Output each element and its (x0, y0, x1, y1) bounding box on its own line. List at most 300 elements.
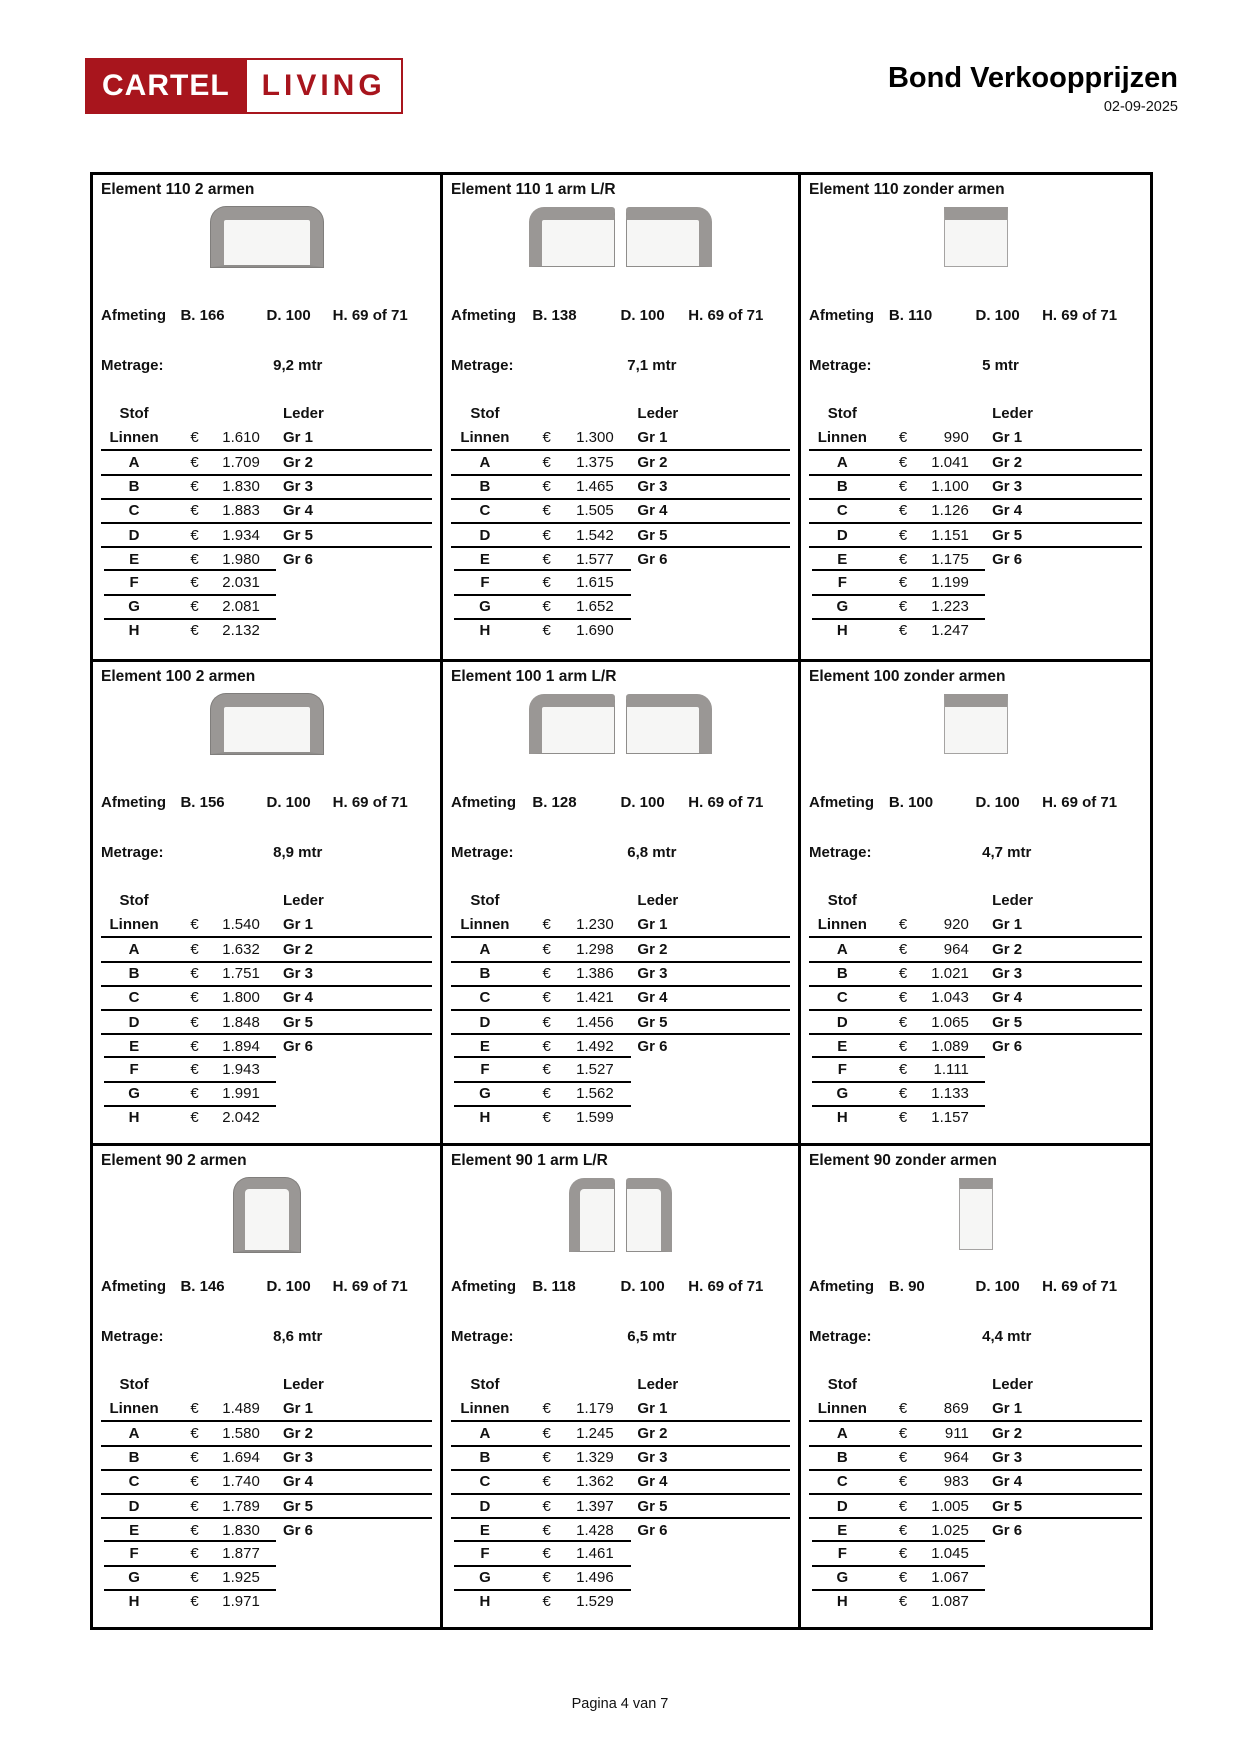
sofa-one-arm-right-icon (626, 694, 712, 754)
euro-sign: € (898, 1424, 908, 1442)
diepte-value: D. 100 (975, 794, 1020, 811)
price-row (451, 1106, 790, 1130)
breedte-value: B. 146 (180, 1278, 225, 1295)
metrage-label: Metrage: (101, 844, 164, 861)
price-row (451, 1517, 790, 1541)
euro-sign: € (542, 502, 551, 520)
euro-sign: € (542, 478, 551, 496)
hoogte-value: H. 69 of 71 (688, 794, 764, 811)
price-row (809, 1469, 1142, 1493)
stof-label: A (836, 940, 848, 958)
hoogte-value: H. 69 of 71 (332, 794, 408, 811)
stof-label: D (836, 1013, 848, 1031)
euro-sign: € (542, 1037, 551, 1055)
euro-sign: € (542, 940, 551, 958)
price-row (451, 1082, 790, 1106)
sofa-one-arm-left-icon (569, 1178, 615, 1252)
afmeting-label: Afmeting (451, 307, 516, 324)
leder-group-label: Gr 1 (282, 915, 313, 933)
leder-header: Leder (282, 891, 324, 909)
leder-group-label: Gr 6 (637, 1037, 668, 1055)
page-title: Bond Verkoopprijzen (887, 62, 1178, 94)
price-table-header (451, 401, 790, 425)
price-row (809, 1493, 1142, 1517)
stof-label: H (479, 622, 491, 640)
leder-group-label: Gr 2 (637, 1424, 668, 1442)
stof-label: D (128, 1497, 140, 1515)
leder-group-label: Gr 1 (282, 428, 313, 446)
price-row (101, 961, 432, 985)
euro-sign: € (898, 965, 908, 983)
hoogte-value: H. 69 of 71 (1042, 794, 1118, 811)
euro-sign: € (898, 550, 908, 568)
document-date: 02-09-2025 (1103, 99, 1178, 115)
price-value: 1.041 (931, 453, 969, 471)
leder-group-label: Gr 5 (992, 1497, 1023, 1515)
stof-label: B (479, 478, 491, 496)
breedte-value: B. 138 (532, 307, 577, 324)
price-table-header (809, 401, 1142, 425)
price-value: 1.230 (576, 915, 614, 933)
breedte-value: B. 90 (888, 1278, 925, 1295)
leder-group-label: Gr 1 (637, 915, 668, 933)
euro-sign: € (542, 573, 551, 591)
leder-group-label: Gr 5 (637, 1013, 668, 1031)
euro-sign: € (190, 502, 199, 520)
euro-sign: € (898, 940, 908, 958)
euro-sign: € (898, 1037, 908, 1055)
price-row (809, 912, 1142, 936)
euro-sign: € (542, 453, 551, 471)
price-row (101, 1469, 432, 1493)
diepte-value: D. 100 (620, 307, 665, 324)
metrage-value: 6,8 mtr (627, 844, 677, 861)
price-table-header (101, 1372, 432, 1396)
stof-label: E (479, 1521, 490, 1539)
leder-group-label: Gr 4 (992, 989, 1023, 1007)
price-row (101, 1057, 432, 1081)
element-title: Element 100 1 arm L/R (451, 668, 617, 685)
stof-header: Stof (470, 1375, 500, 1393)
sofa-diagram (451, 207, 790, 281)
euro-sign: € (190, 1037, 199, 1055)
stof-label: C (128, 1473, 140, 1491)
price-row (451, 1057, 790, 1081)
price-value: 1.465 (576, 478, 614, 496)
euro-sign: € (898, 1569, 908, 1587)
leder-group-label: Gr 5 (282, 1497, 313, 1515)
leder-group-label: Gr 4 (637, 1473, 668, 1491)
price-table (451, 888, 790, 1130)
price-value: 1.740 (222, 1473, 260, 1491)
leder-group-label: Gr 2 (282, 453, 313, 471)
stof-label: A (836, 453, 848, 471)
price-row (451, 912, 790, 936)
price-row (451, 595, 790, 619)
metrage-row (451, 1328, 790, 1345)
euro-sign: € (190, 598, 199, 616)
stof-label: D (479, 1013, 491, 1031)
element-cell (798, 175, 1150, 659)
element-cell (93, 659, 440, 1143)
price-row (809, 619, 1142, 643)
leder-group-label: Gr 6 (282, 1037, 313, 1055)
euro-sign: € (898, 573, 908, 591)
price-value: 1.934 (222, 526, 260, 544)
euro-sign: € (190, 453, 199, 471)
leder-group-label: Gr 2 (282, 940, 313, 958)
price-row (451, 1396, 790, 1420)
stof-label: D (479, 526, 491, 544)
stof-label: Linnen (109, 915, 159, 933)
price-row (451, 522, 790, 546)
euro-sign: € (542, 989, 551, 1007)
price-value: 1.615 (576, 573, 614, 591)
metrage-value: 5 mtr (982, 357, 1019, 374)
stof-label: B (479, 965, 491, 983)
price-row (101, 1541, 432, 1565)
leder-group-label: Gr 1 (992, 428, 1023, 446)
price-table (809, 888, 1142, 1130)
cartel-living-logo (85, 58, 403, 114)
element-title: Element 90 1 arm L/R (451, 1152, 608, 1169)
price-table (451, 1372, 790, 1614)
price-value: 1.496 (576, 1569, 614, 1587)
price-row (451, 474, 790, 498)
breedte-value: B. 110 (888, 307, 933, 324)
euro-sign: € (190, 1544, 199, 1562)
metrage-row (809, 357, 1142, 374)
leder-group-label: Gr 2 (992, 453, 1023, 471)
price-row (451, 425, 790, 449)
price-table (101, 1372, 432, 1614)
price-row (101, 498, 432, 522)
price-row (101, 619, 432, 643)
leder-group-label: Gr 2 (282, 1424, 313, 1442)
metrage-value: 9,2 mtr (273, 357, 323, 374)
price-value: 983 (943, 1473, 969, 1491)
price-table-header (809, 1372, 1142, 1396)
hoogte-value: H. 69 of 71 (1042, 1278, 1118, 1295)
stof-label: G (128, 1569, 140, 1587)
euro-sign: € (190, 573, 199, 591)
price-row (809, 1566, 1142, 1590)
euro-sign: € (542, 1013, 551, 1031)
metrage-row (101, 357, 432, 374)
breedte-value: B. 166 (180, 307, 225, 324)
price-value: 1.505 (576, 502, 614, 520)
price-row (101, 1517, 432, 1541)
stof-label: F (480, 1544, 490, 1562)
stof-label: A (479, 453, 491, 471)
leder-header: Leder (637, 1375, 679, 1393)
breedte-value: B. 128 (532, 794, 577, 811)
price-row (809, 570, 1142, 594)
price-table-header (451, 1372, 790, 1396)
price-row (101, 912, 432, 936)
euro-sign: € (542, 1060, 551, 1078)
stof-label: E (837, 1037, 848, 1055)
stof-label: C (836, 1473, 848, 1491)
euro-sign: € (190, 1109, 199, 1127)
stof-label: G (479, 598, 491, 616)
price-row (809, 1517, 1142, 1541)
leder-group-label: Gr 1 (992, 915, 1023, 933)
euro-sign: € (190, 1060, 199, 1078)
price-value: 1.894 (222, 1037, 260, 1055)
stof-label: B (836, 965, 848, 983)
leder-group-label: Gr 3 (992, 478, 1023, 496)
stof-label: F (837, 1060, 847, 1078)
euro-sign: € (190, 1521, 199, 1539)
element-title: Element 110 zonder armen (809, 181, 1005, 198)
euro-sign: € (190, 989, 199, 1007)
stof-label: D (479, 1497, 491, 1515)
afmeting-row (101, 794, 432, 811)
price-row (451, 1033, 790, 1057)
stof-label: B (836, 478, 848, 496)
price-row (101, 1082, 432, 1106)
leder-group-label: Gr 6 (992, 550, 1023, 568)
price-row (101, 595, 432, 619)
euro-sign: € (190, 1497, 199, 1515)
euro-sign: € (898, 526, 908, 544)
price-value: 1.067 (931, 1569, 969, 1587)
afmeting-label: Afmeting (809, 307, 874, 324)
leder-group-label: Gr 3 (282, 1449, 313, 1467)
diepte-value: D. 100 (266, 1278, 311, 1295)
euro-sign: € (898, 1449, 908, 1467)
breedte-value: B. 118 (532, 1278, 576, 1295)
stof-label: E (129, 1521, 140, 1539)
leder-header: Leder (992, 1375, 1033, 1393)
stof-label: H (836, 622, 848, 640)
leder-group-label: Gr 6 (637, 550, 668, 568)
price-value: 1.179 (576, 1399, 614, 1417)
price-value: 1.126 (931, 502, 969, 520)
stof-label: F (480, 573, 490, 591)
euro-sign: € (898, 989, 908, 1007)
euro-sign: € (190, 1569, 199, 1587)
leder-group-label: Gr 1 (637, 1399, 668, 1417)
euro-sign: € (898, 1497, 908, 1515)
euro-sign: € (542, 428, 551, 446)
price-row (101, 936, 432, 960)
stof-label: G (128, 598, 140, 616)
price-value: 964 (943, 1449, 969, 1467)
euro-sign: € (542, 1424, 551, 1442)
price-row (101, 1033, 432, 1057)
price-value: 1.157 (931, 1109, 969, 1127)
euro-sign: € (190, 1424, 199, 1442)
afmeting-row (451, 1278, 790, 1295)
stof-label: F (837, 1544, 847, 1562)
leder-group-label: Gr 5 (992, 1013, 1023, 1031)
price-value: 1.848 (222, 1013, 260, 1031)
price-value: 1.800 (222, 989, 260, 1007)
price-value: 1.111 (933, 1060, 969, 1078)
price-table-header (809, 888, 1142, 912)
euro-sign: € (542, 1544, 551, 1562)
element-cell (93, 1143, 440, 1627)
afmeting-label: Afmeting (809, 794, 874, 811)
stof-label: Linnen (817, 1399, 867, 1417)
price-value: 1.456 (576, 1013, 614, 1031)
afmeting-row (809, 794, 1142, 811)
price-row (451, 936, 790, 960)
stof-header: Stof (119, 404, 149, 422)
price-value: 2.031 (222, 573, 260, 591)
price-row (101, 1493, 432, 1517)
euro-sign: € (542, 1473, 551, 1491)
diepte-value: D. 100 (620, 794, 665, 811)
price-row (809, 1082, 1142, 1106)
logo-living-text: LIVING (247, 58, 403, 114)
price-value: 911 (944, 1424, 969, 1442)
euro-sign: € (542, 1449, 551, 1467)
afmeting-row (101, 1278, 432, 1295)
leder-group-label: Gr 6 (282, 550, 313, 568)
euro-sign: € (898, 1521, 908, 1539)
price-row (101, 546, 432, 570)
euro-sign: € (542, 622, 551, 640)
price-row (809, 595, 1142, 619)
price-row (451, 1445, 790, 1469)
element-cell (440, 175, 798, 659)
stof-label: A (128, 1424, 140, 1442)
price-value: 1.151 (931, 526, 969, 544)
euro-sign: € (898, 915, 908, 933)
stof-label: E (837, 1521, 848, 1539)
leder-group-label: Gr 3 (282, 965, 313, 983)
sofa-one-arm-right-icon (626, 207, 712, 267)
logo-cartel-text: CARTEL (85, 58, 247, 114)
price-value: 1.089 (931, 1037, 969, 1055)
stof-label: H (128, 1109, 140, 1127)
price-value: 1.021 (931, 965, 969, 983)
hoogte-value: H. 69 of 71 (332, 1278, 408, 1295)
element-title: Element 100 zonder armen (809, 668, 1006, 685)
diepte-value: D. 100 (620, 1278, 665, 1295)
stof-label: A (479, 940, 491, 958)
price-row (451, 546, 790, 570)
price-value: 2.042 (222, 1109, 260, 1127)
price-value: 1.877 (222, 1544, 260, 1562)
price-row (101, 449, 432, 473)
stof-label: E (129, 550, 140, 568)
leder-group-label: Gr 6 (282, 1521, 313, 1539)
leder-group-label: Gr 4 (282, 1473, 313, 1491)
leder-group-label: Gr 5 (637, 1497, 668, 1515)
price-value: 1.610 (222, 428, 260, 446)
price-value: 1.542 (576, 526, 614, 544)
price-value: 1.100 (931, 478, 969, 496)
stof-label: Linnen (109, 428, 159, 446)
price-value: 1.709 (222, 453, 260, 471)
stof-label: B (128, 965, 140, 983)
stof-label: G (836, 1569, 849, 1587)
price-table (809, 401, 1142, 643)
price-value: 1.199 (931, 573, 969, 591)
price-row (809, 936, 1142, 960)
stof-header: Stof (827, 891, 857, 909)
leder-group-label: Gr 4 (992, 502, 1023, 520)
euro-sign: € (542, 1521, 551, 1539)
afmeting-row (809, 1278, 1142, 1295)
stof-label: F (837, 573, 847, 591)
breedte-value: B. 156 (180, 794, 225, 811)
price-value: 1.223 (931, 598, 969, 616)
price-value: 1.971 (222, 1593, 260, 1611)
price-value: 1.632 (222, 940, 260, 958)
price-row (809, 985, 1142, 1009)
stof-label: B (479, 1449, 491, 1467)
stof-label: E (837, 550, 848, 568)
leder-group-label: Gr 6 (992, 1037, 1023, 1055)
price-value: 1.421 (576, 989, 614, 1007)
metrage-value: 4,4 mtr (982, 1328, 1032, 1345)
leder-group-label: Gr 1 (637, 428, 668, 446)
stof-label: D (836, 1497, 848, 1515)
stof-label: C (479, 989, 491, 1007)
metrage-label: Metrage: (451, 844, 514, 861)
metrage-value: 8,6 mtr (273, 1328, 323, 1345)
stof-header: Stof (119, 891, 149, 909)
stof-label: G (479, 1085, 491, 1103)
price-value: 2.132 (222, 622, 260, 640)
euro-sign: € (898, 622, 908, 640)
euro-sign: € (898, 428, 908, 446)
price-value: 1.065 (931, 1013, 969, 1031)
leder-header: Leder (282, 1375, 324, 1393)
price-value: 1.247 (931, 622, 969, 640)
leder-group-label: Gr 4 (637, 502, 668, 520)
price-value: 1.489 (222, 1399, 260, 1417)
leder-group-label: Gr 5 (282, 526, 313, 544)
price-value: 869 (943, 1399, 969, 1417)
stof-label: C (128, 989, 140, 1007)
metrage-row (101, 1328, 432, 1345)
sofa-diagram (809, 694, 1142, 768)
stof-label: C (836, 502, 848, 520)
diepte-value: D. 100 (975, 1278, 1020, 1295)
euro-sign: € (898, 1109, 908, 1127)
leder-header: Leder (637, 404, 679, 422)
price-table-header (101, 401, 432, 425)
euro-sign: € (898, 1060, 908, 1078)
euro-sign: € (542, 526, 551, 544)
sofa-diagram (451, 694, 790, 768)
price-row (101, 570, 432, 594)
euro-sign: € (542, 598, 551, 616)
euro-sign: € (542, 1399, 551, 1417)
stof-label: D (128, 526, 140, 544)
price-value: 1.690 (576, 622, 614, 640)
metrage-row (101, 844, 432, 861)
price-value: 1.540 (222, 915, 260, 933)
price-row (101, 425, 432, 449)
hoogte-value: H. 69 of 71 (688, 1278, 764, 1295)
metrage-value: 8,9 mtr (273, 844, 323, 861)
sofa-diagram (451, 1178, 790, 1252)
leder-header: Leder (282, 404, 324, 422)
sofa-diagram (809, 207, 1142, 281)
price-value: 1.461 (576, 1544, 614, 1562)
price-row (809, 425, 1142, 449)
price-row (809, 961, 1142, 985)
afmeting-label: Afmeting (809, 1278, 874, 1295)
diepte-value: D. 100 (266, 307, 311, 324)
